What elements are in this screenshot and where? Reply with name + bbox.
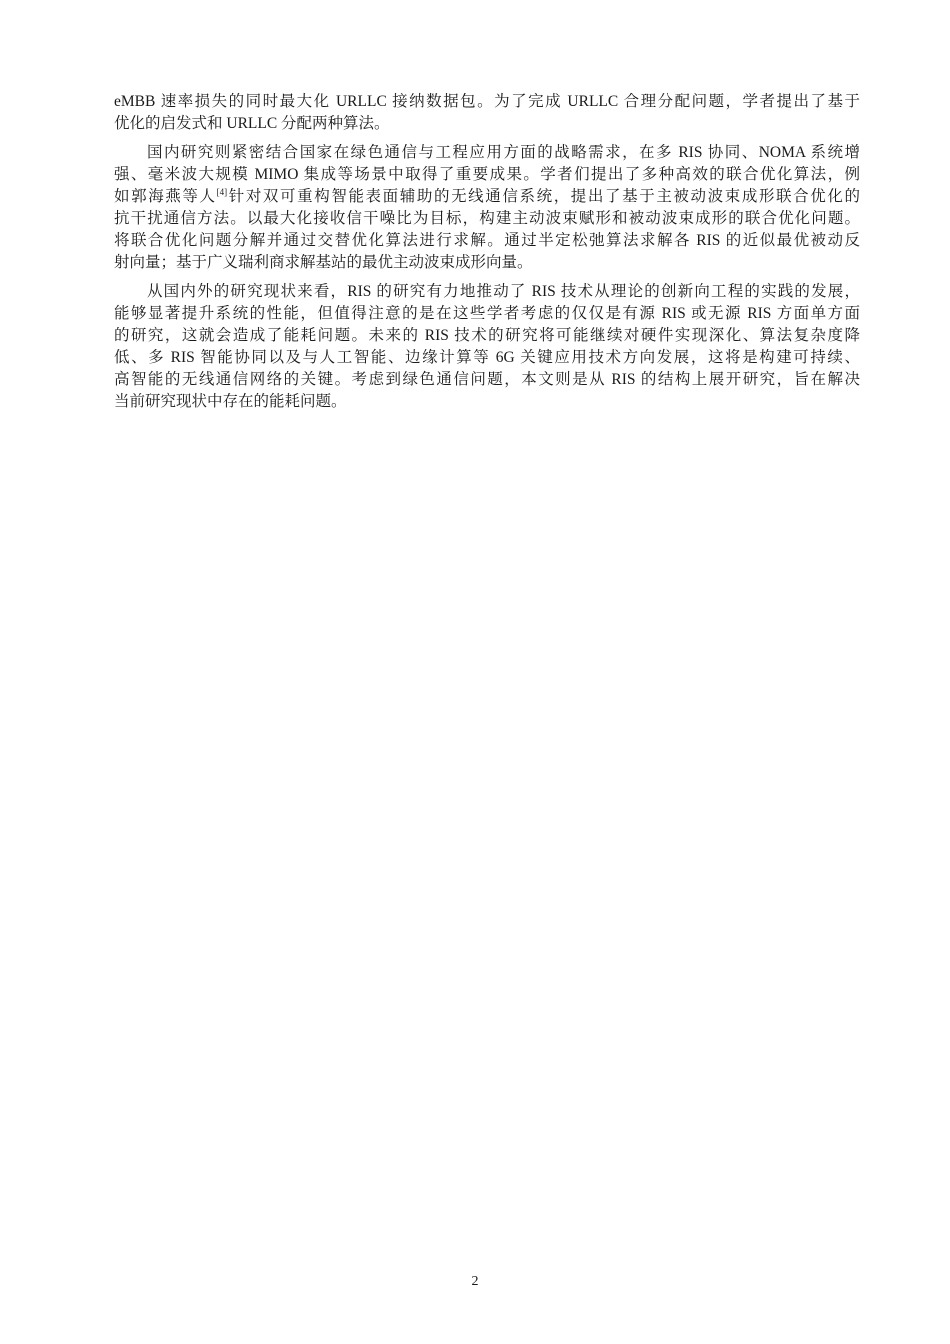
text-line: 抗干扰通信方法。以最大化接收信干噪比为目标，构建主动波束赋形和被动波束成形的联合优化问题。: [114, 210, 860, 227]
text-segment: 针对双可重构智能表面辅助的无线通信系统，提出了基于主被动波束成形联合优化的: [227, 188, 860, 205]
page-number: 2: [471, 1274, 479, 1289]
text-line: 能够显著提升系统的性能，但值得注意的是在这些学者考虑的仅仅是有源 RIS 或无源 RIS 方面单方面: [114, 305, 860, 322]
text-line: 当前研究现状中存在的能耗问题。: [114, 393, 347, 410]
text-line: 优化的启发式和 URLLC 分配两种算法。: [114, 115, 390, 132]
text-line-with-citation: [114, 186, 860, 208]
citation-reference: [4]: [216, 187, 228, 197]
paragraph-2: [114, 142, 860, 274]
text-line: 将联合优化问题分解并通过交替优化算法进行求解。通过半定松弛算法求解各 RIS 的近似最优被动反: [114, 232, 860, 249]
paragraph-1: [114, 91, 860, 135]
text-line: 射向量；基于广义瑞利商求解基站的最优主动波束成形向量。: [114, 254, 533, 271]
text-line: 的研究，这就会造成了能耗问题。未来的 RIS 技术的研究将可能继续对硬件实现深化、算法复杂度降: [114, 327, 860, 344]
text-line: 国内研究则紧密结合国家在绿色通信与工程应用方面的战略需求，在多 RIS 协同、NOMA 系统增: [147, 144, 860, 161]
text-line: 低、多 RIS 智能协同以及与人工智能、边缘计算等 6G 关键应用技术方向发展，这将是构建可持续、: [114, 349, 860, 366]
paragraph-3: [114, 281, 860, 413]
text-line: eMBB 速率损失的同时最大化 URLLC 接纳数据包。为了完成 URLLC 合理分配问题，学者提出了基于: [114, 93, 860, 110]
text-line: 强、毫米波大规模 MIMO 集成等场景中取得了重要成果。学者们提出了多种高效的联合优化算法，例: [114, 166, 860, 183]
text-line: 高智能的无线通信网络的关键。考虑到绿色通信问题，本文则是从 RIS 的结构上展开研究，旨在解决: [114, 371, 860, 388]
text-line: 从国内外的研究现状来看，RIS 的研究有力地推动了 RIS 技术从理论的创新向工程的实践的发展，: [147, 283, 860, 300]
text-segment: 如郭海燕等人: [114, 188, 217, 205]
body-text: [114, 91, 860, 420]
